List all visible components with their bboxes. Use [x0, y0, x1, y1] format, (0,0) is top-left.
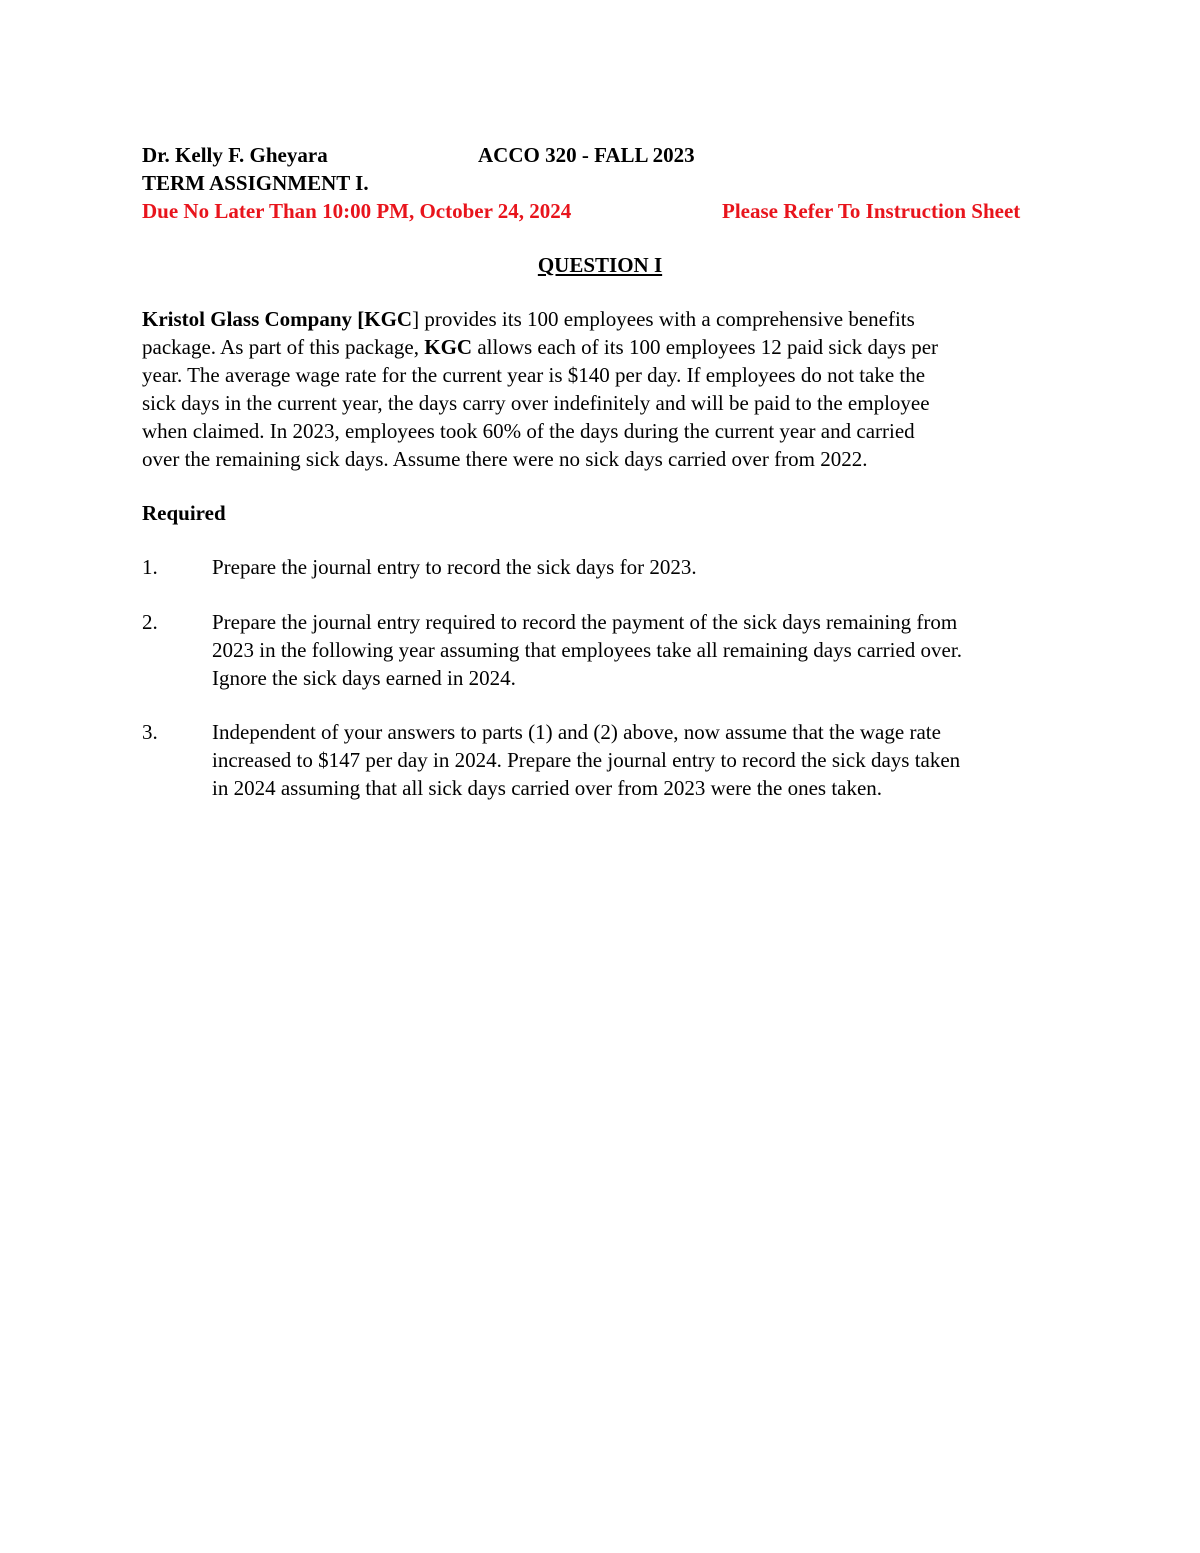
item-3-line-2: increased to $147 per day in 2024. Prepare the journal entry to record the sick days taken: [212, 748, 961, 772]
item-number-2: 2.: [142, 610, 158, 634]
item-2-line-1: Prepare the journal entry required to record the payment of the sick days remaining from: [212, 610, 958, 634]
item-2-line-2: 2023 in the following year assuming that employees take all remaining days carried over.: [212, 638, 962, 662]
paragraph-line-5: when claimed. In 2023, employees took 60% of the days during the current year and carried: [142, 419, 915, 443]
course-title: ACCO 320 - FALL 2023: [478, 143, 695, 167]
required-heading: Required: [142, 501, 226, 525]
company-name: Kristol Glass Company [KGC: [142, 307, 413, 331]
item-2-line-3: Ignore the sick days earned in 2024.: [212, 666, 516, 690]
due-date: Due No Later Than 10:00 PM, October 24, 2024: [142, 199, 572, 223]
item-number-1: 1.: [142, 555, 158, 579]
item-1-line-1: Prepare the journal entry to record the sick days for 2023.: [212, 555, 697, 579]
paragraph-line-4: sick days in the current year, the days carry over indefinitely and will be paid to the employee: [142, 391, 930, 415]
paragraph-line-1: Kristol Glass Company [KGC] provides its 100 employees with a comprehensive benefits: [142, 307, 915, 331]
paragraph-line-6: over the remaining sick days. Assume there were no sick days carried over from 2022.: [142, 447, 868, 471]
paragraph-line-2: package. As part of this package, KGC allows each of its 100 employees 12 paid sick days per: [142, 335, 939, 359]
company-abbrev: KGC: [424, 335, 473, 359]
assignment-title: TERM ASSIGNMENT I.: [142, 171, 369, 195]
item-number-3: 3.: [142, 720, 158, 744]
instruction-note: Please Refer To Instruction Sheet: [722, 199, 1021, 223]
question-title: QUESTION I: [537, 253, 663, 277]
item-3-line-1: Independent of your answers to parts (1) and (2) above, now assume that the wage rate: [212, 720, 941, 744]
item-3-line-3: in 2024 assuming that all sick days carried over from 2023 were the ones taken.: [212, 776, 883, 800]
paragraph-line-3: year. The average wage rate for the current year is $140 per day. If employees do not take the: [142, 363, 926, 387]
instructor-name: Dr. Kelly F. Gheyara: [142, 143, 328, 167]
